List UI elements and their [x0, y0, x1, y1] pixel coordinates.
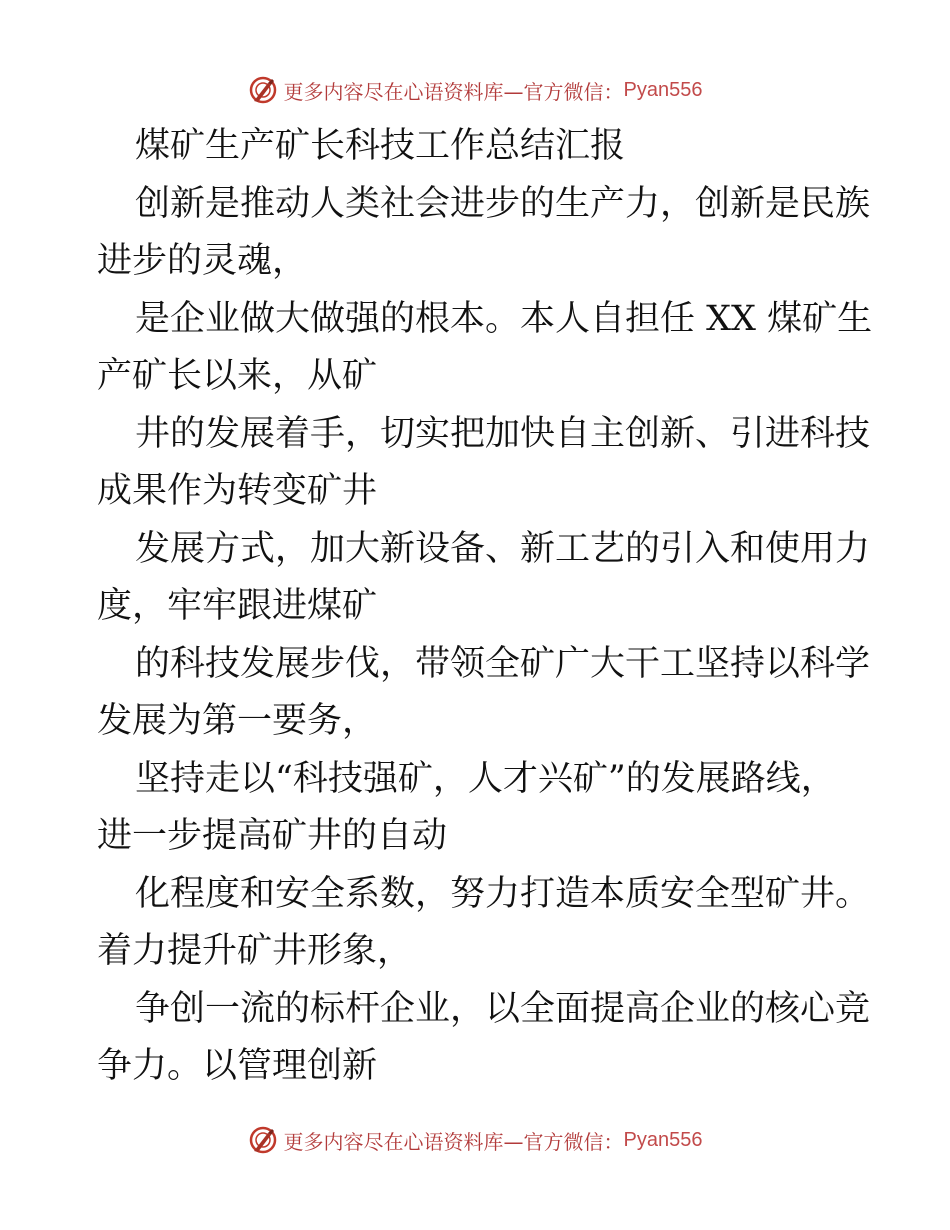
text-line: 进一步提高矿井的自动: [97, 816, 448, 856]
text-line: 度，牢牢跟进煤矿: [97, 586, 378, 626]
watermark-wechat-id: Pyan556: [623, 1128, 703, 1151]
text-line: 的科技发展步伐，带领全矿广大干工坚持以科学: [135, 643, 871, 684]
footer-watermark-banner: [0, 1120, 950, 1160]
watermark-wechat-id: Pyan556: [623, 78, 703, 101]
text-line: 发展为第一要务，: [97, 701, 378, 741]
text-line: 产矿长以来，从矿: [97, 356, 378, 396]
pen-circle-logo-icon: [248, 1125, 278, 1155]
text-line: 坚持走以“科技强矿，人才兴矿”的发展路线，: [135, 758, 836, 799]
text-line: 发展方式，加大新设备、新工艺的引入和使用力: [135, 528, 871, 569]
text-line: 创新是推动人类社会进步的生产力，创新是民族: [135, 183, 871, 224]
header-watermark-banner: [0, 70, 950, 110]
document-body: [97, 118, 873, 1096]
text-line: 争力。以管理创新: [97, 1046, 378, 1086]
pen-circle-logo-icon: [248, 75, 278, 105]
text-line: 是企业做大做强的根本。本人自担任 XX 煤矿生: [135, 298, 873, 339]
watermark-text: 更多内容尽在心语资料库—官方微信：: [283, 1129, 624, 1154]
text-line: 争创一流的标杆企业，以全面提高企业的核心竞: [135, 988, 871, 1029]
text-line: 井的发展着手，切实把加快自主创新、引进科技: [135, 413, 871, 454]
text-line: 着力提升矿井形象，: [97, 931, 413, 971]
text-line: 成果作为转变矿井: [97, 471, 378, 511]
document-title: 煤矿生产矿长科技工作总结汇报: [135, 126, 626, 166]
watermark-text: 更多内容尽在心语资料库—官方微信：: [283, 79, 624, 104]
text-line: 进步的灵魂，: [97, 241, 308, 281]
text-line: 化程度和安全系数，努力打造本质安全型矿井。: [135, 873, 871, 914]
